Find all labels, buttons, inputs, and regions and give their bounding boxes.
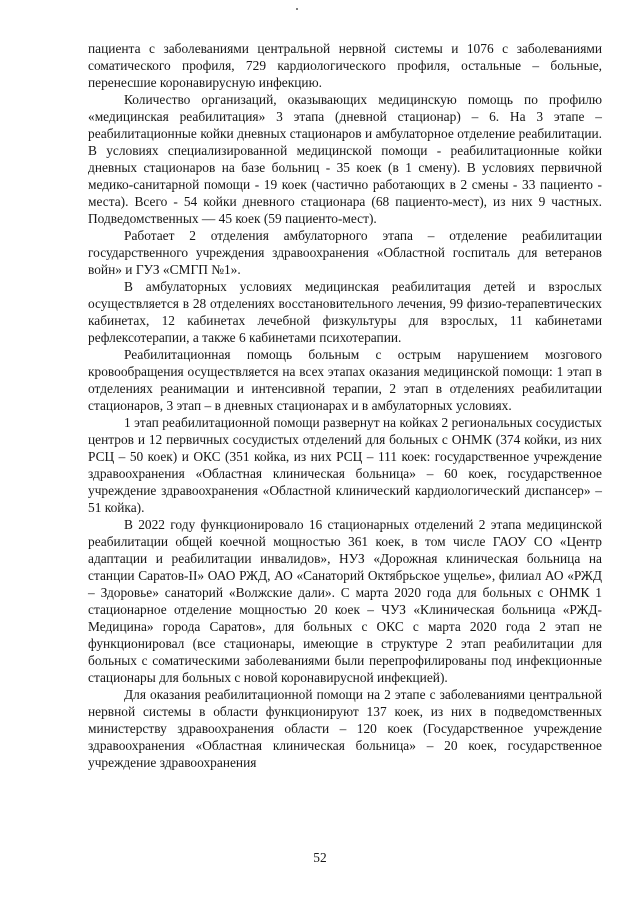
paragraph-6: 1 этап реабилитационной помощи развернут на койках 2 региональных сосудистых центров и 12 первичных сосудистых отделений для больных с ОНМК (374 койки, из них РСЦ – 50 коек) и ОКС (351 койка, из них РСЦ – 111 коек: государственное учреждение здравоохранения «Областная клиническая больница» – 60 коек, государственное учреждение здравоохранения «Областной клинический кардиологический диспансер» – 51 койка). bbox=[88, 415, 602, 515]
scan-speck bbox=[296, 8, 298, 10]
paragraph-5: Реабилитационная помощь больным с острым нарушением мозгового кровообращения осуществляется на всех этапах оказания медицинской помощи: 1 этап в отделениях реанимации и интенсивной терапии, 2 этап в отделениях реабилитации стационаров, 3 этап – в дневных стационарах и в амбулаторных условиях. bbox=[88, 347, 602, 413]
page-number: 52 bbox=[313, 850, 327, 865]
paragraph-3: Работает 2 отделения амбулаторного этапа – отделение реабилитации государственного учреждения здравоохранения «Областной госпиталь для ветеранов войн» и ГУЗ «СМГП №1». bbox=[88, 228, 602, 277]
paragraph-7: В 2022 году функционировало 16 стационарных отделений 2 этапа медицинской реабилитации общей коечной мощностью 361 коек, в том числе ГАОУ СО «Центр адаптации и реабилитации инвалидов», НУЗ «Дорожная клиническая больница на станции Саратов-II» ОАО РЖД, АО «Санаторий Октябрьское ущелье», филиал АО «РЖД – Здоровье» санаторий «Волжские дали». С марта 2020 года для больных с ОНМК 1 стационарное отделение мощностью 20 коек – ЧУЗ «Клиническая больница «РЖД-Медицина» города Саратов», для больных с ОКС с марта 2020 года 2 этап не функционировал (все стационары, имеющие в структуре 2 этап реабилитации для больных с соматическими заболеваниями были перепрофилированы под инфекционные стационары для больных с новой коронавирусной инфекцией). bbox=[88, 517, 602, 685]
body-text bbox=[88, 40, 602, 771]
paragraph-8: Для оказания реабилитационной помощи на 2 этапе с заболеваниями центральной нервной системы в области функционируют 137 коек, из них в подведомственных министерству здравоохранения области – 120 коек (Государственное учреждение здравоохранения «Областная клиническая больница» – 20 коек, государственное учреждение здравоохранения bbox=[88, 687, 602, 770]
paragraph-2: Количество организаций, оказывающих медицинскую помощь по профилю «медицинская реабилитация» 3 этапа (дневной стационар) – 6. На 3 этапе – реабилитационные койки дневных стационаров и амбулаторное отделение реабилитации. В условиях специализированной медицинской помощи - реабилитационные койки дневных стационаров на базе больниц - 35 коек (в 1 смену). В условиях первичной медико-санитарной помощи - 19 коек (частично работающих в 2 смены - 33 пациенто - места). Всего - 54 койки дневного стационара (68 пациенто-мест), из них 9 частных. Подведомственных — 45 коек (59 пациенто-мест). bbox=[88, 92, 602, 226]
paragraph-4: В амбулаторных условиях медицинская реабилитация детей и взрослых осуществляется в 28 отделениях восстановительного лечения, 99 физио-терапевтических кабинетах, 12 кабинетах лечебной физкультуры для взрослых, 11 кабинетами рефлексотерапии, а также 6 кабинетами психотерапии. bbox=[88, 279, 602, 345]
paragraph-1: пациента с заболеваниями центральной нервной системы и 1076 с заболеваниями соматического профиля, 729 кардиологического профиля, остальные – больные, перенесшие коронавирусную инфекцию. bbox=[88, 41, 602, 90]
